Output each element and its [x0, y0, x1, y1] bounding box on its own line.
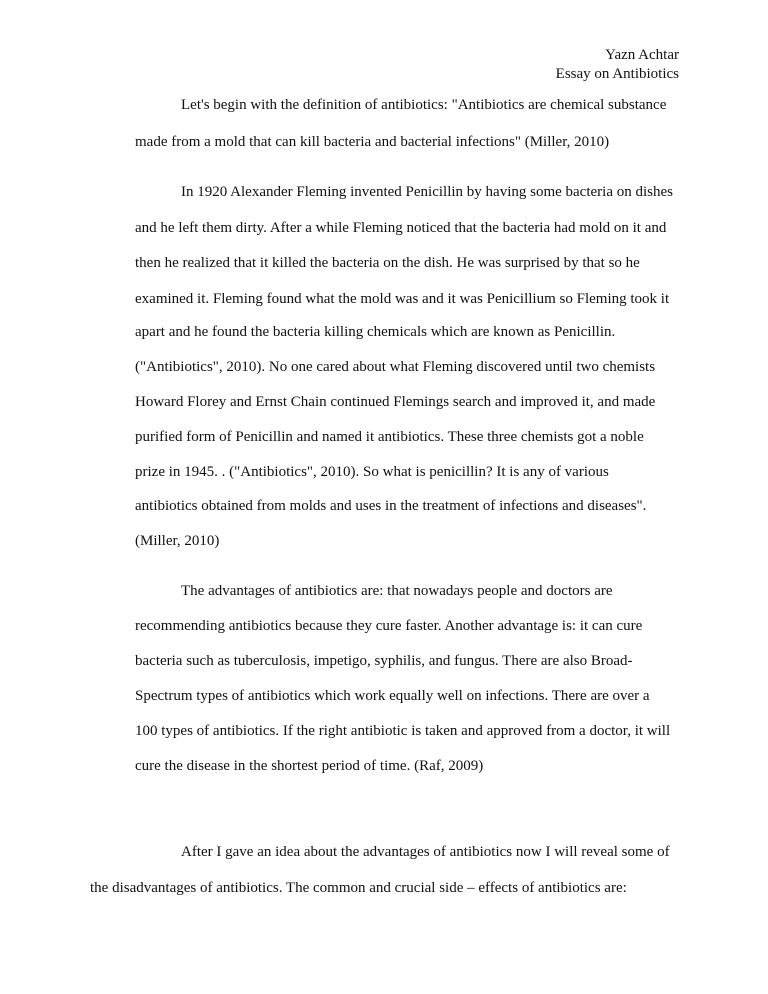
body-line: Spectrum types of antibiotics which work equally well on infections. There are over a [135, 688, 650, 704]
body-line: apart and he found the bacteria killing chemicals which are known as Penicillin. [135, 324, 616, 340]
body-line: The advantages of antibiotics are: that nowadays people and doctors are [181, 583, 613, 599]
body-line: After I gave an idea about the advantages of antibiotics now I will reveal some of [181, 844, 670, 860]
body-line: purified form of Penicillin and named it antibiotics. These three chemists got a noble [135, 429, 644, 445]
body-line: and he left them dirty. After a while Fleming noticed that the bacteria had mold on it and [135, 220, 667, 236]
body-line: ("Antibiotics", 2010). No one cared about what Fleming discovered until two chemists [135, 359, 656, 375]
essay-title: Essay on Antibiotics [555, 66, 679, 82]
body-line: bacteria such as tuberculosis, impetigo, syphilis, and fungus. There are also Broad- [135, 653, 633, 669]
body-line: Howard Florey and Ernst Chain continued Flemings search and improved it, and made [135, 394, 656, 410]
body-line: Let's begin with the definition of antibiotics: "Antibiotics are chemical substance [181, 97, 667, 113]
body-line: 100 types of antibiotics. If the right antibiotic is taken and approved from a doctor, it will [135, 723, 671, 739]
author-name: Yazn Achtar [605, 47, 679, 63]
body-line: In 1920 Alexander Fleming invented Penicillin by having some bacteria on dishes [181, 184, 673, 200]
body-line: then he realized that it killed the bacteria on the dish. He was surprised by that so he [135, 255, 640, 271]
body-line: examined it. Fleming found what the mold was and it was Penicillium so Fleming took it [135, 291, 670, 307]
body-line: prize in 1945. . ("Antibiotics", 2010). So what is penicillin? It is any of various [135, 464, 609, 480]
body-line: antibiotics obtained from molds and uses in the treatment of infections and diseases". [135, 498, 647, 514]
body-line: the disadvantages of antibiotics. The common and crucial side – effects of antibiotics are: [90, 880, 627, 896]
body-line: recommending antibiotics because they cure faster. Another advantage is: it can cure [135, 618, 643, 634]
body-line: (Miller, 2010) [135, 533, 220, 549]
body-line: cure the disease in the shortest period of time. (Raf, 2009) [135, 758, 484, 774]
running-header [556, 46, 679, 84]
body-line: made from a mold that can kill bacteria and bacterial infections" (Miller, 2010) [135, 134, 610, 150]
